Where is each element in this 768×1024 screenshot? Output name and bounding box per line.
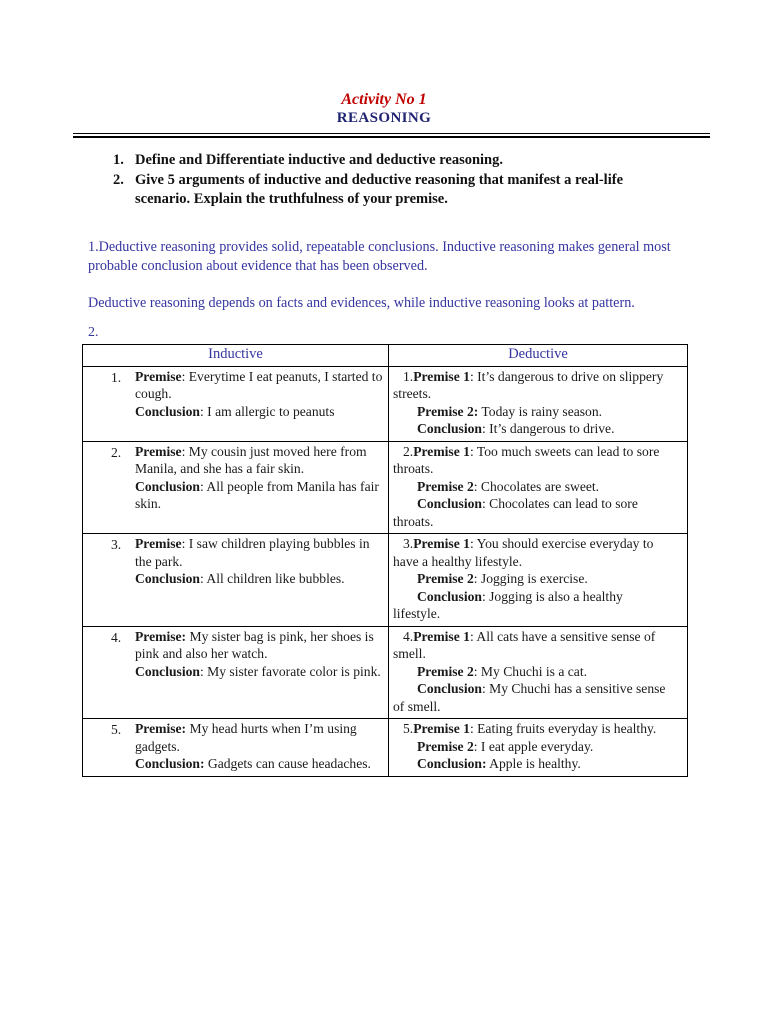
- argument-paragraph: [135, 628, 386, 663]
- argument-paragraph: [393, 663, 671, 681]
- deductive-cell: [389, 534, 688, 627]
- inductive-cell: [83, 366, 389, 441]
- table-row: [83, 366, 688, 441]
- argument-text: 3.: [403, 536, 414, 551]
- argument-text: 5.: [403, 721, 414, 736]
- argument-paragraph: [135, 535, 386, 570]
- argument-paragraph: [393, 738, 671, 756]
- argument-paragraph: [393, 680, 671, 715]
- title-block: [0, 0, 768, 127]
- argument-keyword: Premise 1: [413, 443, 470, 459]
- instruction-number: 1.: [113, 152, 124, 168]
- table-row: [83, 534, 688, 627]
- argument-keyword: Conclusion: [135, 571, 200, 586]
- reasoning-table: [82, 344, 688, 777]
- argument-keyword: Premise 1: [413, 368, 470, 384]
- argument-text: My head hurts when I’m using gadgets.: [135, 721, 361, 754]
- argument-keyword: Premise 1: [413, 721, 470, 736]
- argument-paragraph: [135, 720, 386, 755]
- instruction-item: [113, 171, 768, 210]
- argument-paragraph: [135, 403, 386, 421]
- argument-paragraph: [393, 478, 671, 496]
- argument-keyword: Premise: [135, 536, 182, 551]
- inductive-cell: [83, 441, 389, 534]
- inductive-cell: [83, 626, 389, 719]
- activity-title: Activity No 1: [341, 91, 427, 108]
- argument-paragraph: [393, 403, 671, 421]
- row-number: 3.: [111, 537, 122, 552]
- argument-keyword: Conclusion:: [135, 756, 205, 771]
- header-row: [83, 344, 688, 366]
- argument-keyword: Premise:: [135, 721, 187, 736]
- argument-text: : It’s dangerous to drive.: [481, 421, 615, 436]
- instruction-text: Give 5 arguments of inductive and deductive reasoning that manifest a real-life scenario. Explain the truthfulness of your premise.: [135, 171, 624, 207]
- argument-text: Gadgets can cause headaches.: [204, 756, 371, 771]
- argument-keyword: Conclusion: [417, 588, 482, 604]
- inductive-column-header: Inductive: [83, 344, 389, 366]
- inductive-cell: [83, 534, 389, 627]
- argument-text: : Too much sweets can lead to sore throats.: [393, 443, 663, 476]
- instruction-item: [113, 151, 768, 171]
- argument-text: : Chocolates are sweet.: [473, 478, 600, 494]
- instruction-text: Define and Differentiate inductive and deductive reasoning.: [135, 152, 504, 168]
- argument-keyword: Premise 1: [413, 628, 470, 644]
- argument-text: : Jogging is exercise.: [473, 571, 588, 586]
- reasoning-table-body: [83, 366, 688, 776]
- argument-keyword: Premise 2:: [417, 403, 479, 419]
- argument-keyword: Premise 2: [417, 478, 474, 494]
- argument-keyword: Premise 2: [417, 571, 474, 586]
- argument-text: My sister bag is pink, her shoes is pink and also her watch.: [135, 628, 378, 661]
- row-number: 1.: [111, 369, 122, 385]
- comparison-paragraph: Deductive reasoning depends on facts and evidences, while inductive reasoning looks at pattern.: [88, 294, 635, 311]
- argument-text: : I am allergic to peanuts: [199, 403, 335, 419]
- argument-keyword: Premise 1: [413, 536, 470, 551]
- instructions-list: [113, 151, 768, 210]
- argument-keyword: Conclusion: [135, 478, 200, 494]
- argument-paragraph: [393, 720, 671, 738]
- argument-paragraph: [135, 755, 386, 773]
- argument-text: : Eating fruits everyday is healthy.: [469, 721, 657, 736]
- argument-text: : Everytime I eat peanuts, I started to cough.: [135, 368, 386, 401]
- argument-keyword: Conclusion: [417, 681, 482, 696]
- argument-keyword: Premise: [135, 368, 182, 384]
- argument-paragraph: [393, 588, 671, 623]
- table-label: 2.: [88, 324, 99, 340]
- argument-paragraph: [393, 755, 671, 773]
- argument-paragraph: [135, 443, 386, 478]
- argument-paragraph: [135, 663, 386, 681]
- argument-text: : My Chuchi has a sensitive sense of smell.: [393, 681, 669, 714]
- argument-keyword: Premise 2: [417, 738, 474, 754]
- argument-keyword: Premise:: [135, 628, 187, 644]
- argument-keyword: Conclusion:: [417, 756, 487, 771]
- argument-text: : My Chuchi is a cat.: [473, 663, 588, 679]
- argument-paragraph: [393, 443, 671, 478]
- argument-keyword: Conclusion: [417, 496, 482, 511]
- row-number: 5.: [111, 722, 122, 737]
- row-number: 2.: [111, 444, 122, 460]
- argument-paragraph: [393, 420, 671, 438]
- deductive-column-header: Deductive: [389, 344, 688, 366]
- argument-paragraph: [393, 495, 671, 530]
- argument-text: : My cousin just moved here from Manila, and she has a fair skin.: [135, 443, 370, 476]
- argument-text: : I saw children playing bubbles in the park.: [135, 536, 373, 569]
- argument-text: 1.: [403, 368, 414, 384]
- deductive-cell: [389, 366, 688, 441]
- table-row: [83, 719, 688, 777]
- argument-text: : All people from Manila has fair skin.: [135, 478, 383, 511]
- deductive-cell: [389, 441, 688, 534]
- argument-keyword: Conclusion: [417, 421, 482, 436]
- argument-text: Today is rainy season.: [478, 403, 603, 419]
- argument-paragraph: [393, 570, 671, 588]
- table-row: [83, 626, 688, 719]
- argument-text: : All cats have a sensitive sense of smell.: [393, 628, 659, 661]
- argument-text: : Jogging is also a healthy lifestyle.: [393, 588, 627, 621]
- definition-paragraph: 1.Deductive reasoning provides solid, repeatable conclusions. Inductive reasoning makes general most probable conclusion about evidence that has been observed.: [88, 238, 671, 274]
- argument-keyword: Conclusion: [135, 403, 200, 419]
- argument-paragraph: [135, 478, 386, 513]
- reasoning-table-header: [83, 344, 688, 366]
- instruction-number: 2.: [113, 171, 124, 188]
- argument-keyword: Premise: [135, 443, 182, 459]
- argument-keyword: Conclusion: [135, 663, 200, 679]
- argument-text: 4.: [403, 628, 414, 644]
- argument-paragraph: [393, 368, 674, 403]
- deductive-cell: [389, 719, 688, 777]
- argument-text: : You should exercise everyday to have a healthy lifestyle.: [393, 536, 657, 569]
- argument-text: Apple is healthy.: [486, 756, 581, 771]
- argument-text: : My sister favorate color is pink.: [199, 663, 381, 679]
- inductive-cell: [83, 719, 389, 777]
- argument-paragraph: [393, 628, 671, 663]
- argument-text: 2.: [403, 443, 414, 459]
- argument-text: : It’s dangerous to drive on slippery streets.: [393, 368, 674, 401]
- argument-text: : I eat apple everyday.: [473, 738, 594, 754]
- deductive-cell: [389, 626, 688, 719]
- argument-text: : All children like bubbles.: [199, 571, 345, 586]
- horizontal-rule: [73, 133, 710, 138]
- argument-paragraph: [135, 570, 386, 588]
- argument-paragraph: [135, 368, 386, 403]
- subject-title: REASONING: [336, 110, 432, 126]
- table-row: [83, 441, 688, 534]
- argument-keyword: Premise 2: [417, 663, 474, 679]
- row-number: 4.: [111, 629, 122, 645]
- argument-paragraph: [393, 535, 671, 570]
- argument-text: : Chocolates can lead to sore throats.: [393, 496, 642, 529]
